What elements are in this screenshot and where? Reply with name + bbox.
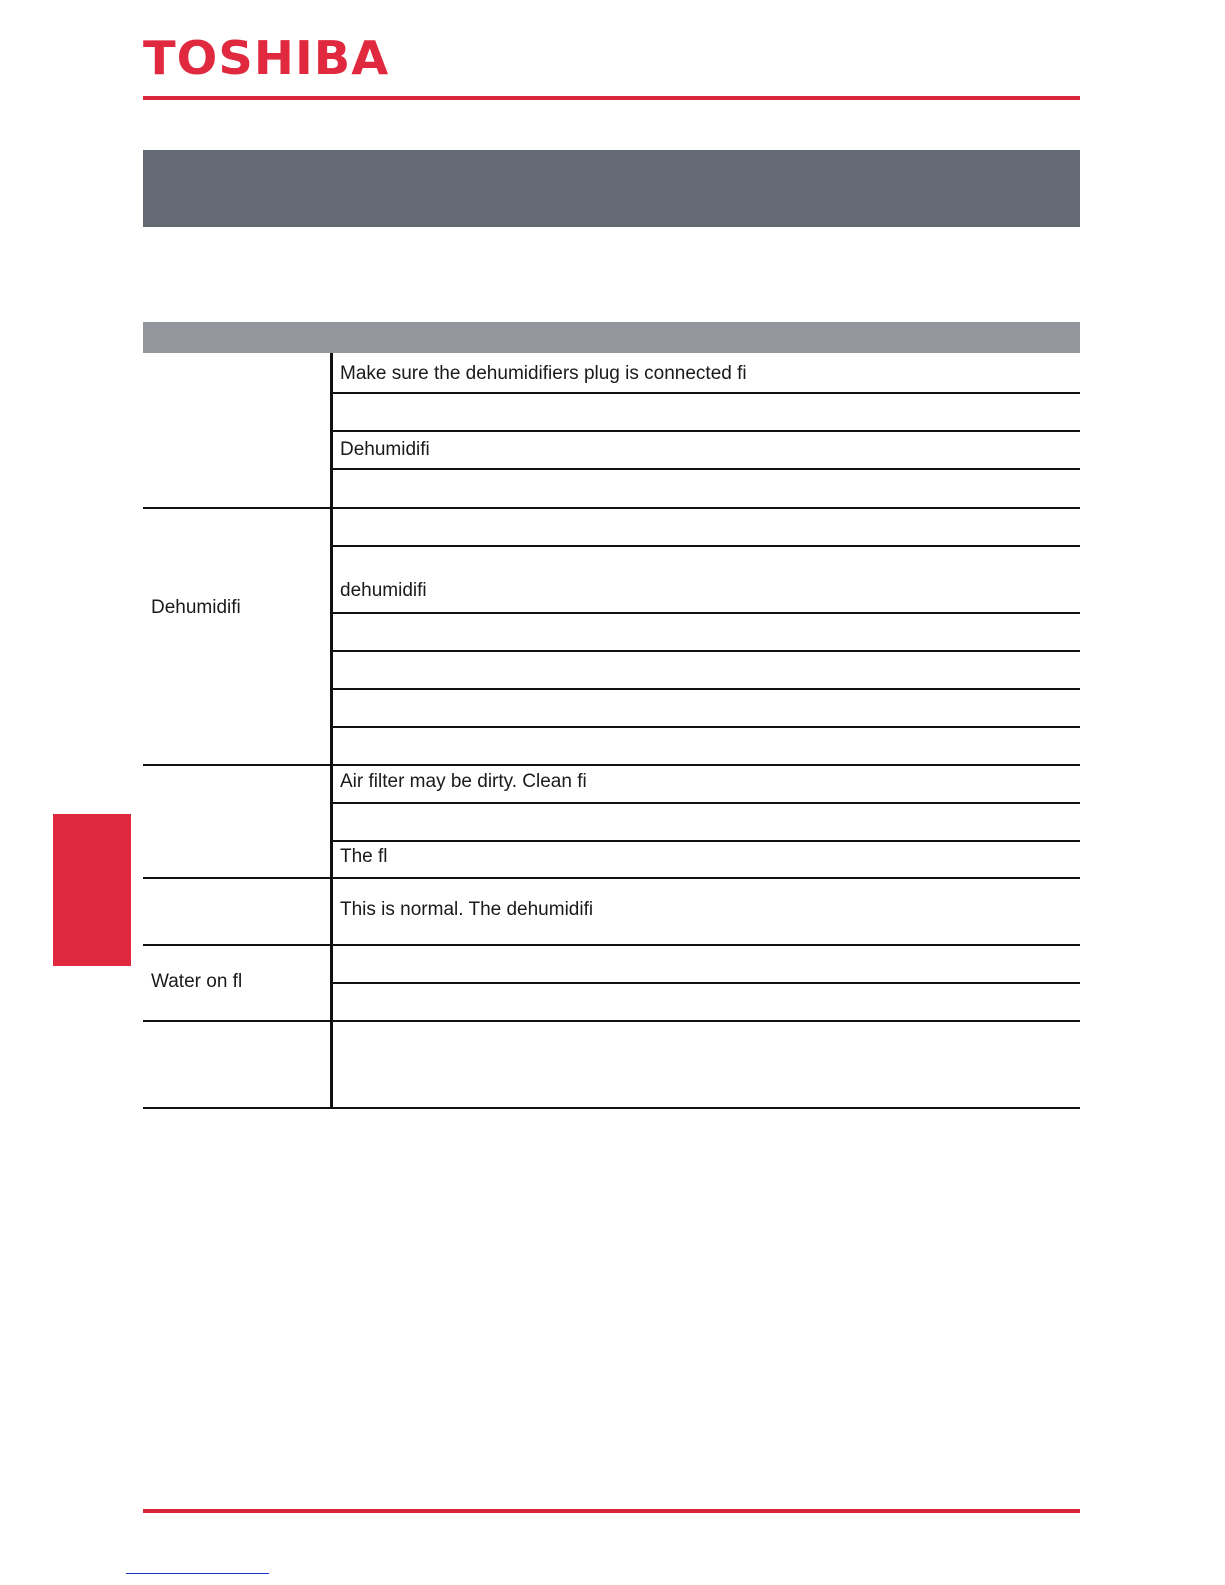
table-subrow-divider — [332, 982, 1080, 984]
table-header-band — [143, 322, 1080, 353]
table-subrow-divider — [332, 392, 1080, 394]
table-subrow-divider — [332, 430, 1080, 432]
solution-cell: Air filter may be dirty. Clean fi — [340, 771, 587, 792]
solution-cell: Make sure the dehumidifiers plug is connected fi — [340, 363, 747, 384]
table-row-divider — [143, 1020, 1080, 1022]
table-subrow-divider — [332, 612, 1080, 614]
table-subrow-divider — [332, 545, 1080, 547]
solution-cell: The fl — [340, 846, 388, 867]
footer-link-underline[interactable] — [126, 1573, 269, 1574]
solution-cell: Dehumidifi — [340, 439, 430, 460]
table-subrow-divider — [332, 802, 1080, 804]
table-subrow-divider — [332, 840, 1080, 842]
table-subrow-divider — [332, 650, 1080, 652]
symptom-cell: Water on fl — [151, 971, 243, 992]
table-subrow-divider — [332, 726, 1080, 728]
table-subrow-divider — [332, 688, 1080, 690]
section-title-band — [143, 150, 1080, 227]
table-column-divider — [330, 353, 333, 1107]
table-row-divider — [143, 877, 1080, 879]
footer-rule — [143, 1509, 1080, 1513]
toshiba-logo: TOSHIBA — [143, 31, 390, 85]
table-row-divider — [143, 764, 1080, 766]
header-rule — [143, 96, 1080, 100]
table-bottom-rule — [143, 1107, 1080, 1109]
symptom-cell: Dehumidifi — [151, 597, 241, 618]
table-row-divider — [143, 507, 1080, 509]
chapter-side-tab — [53, 814, 131, 966]
table-row-divider — [143, 944, 1080, 946]
solution-cell: This is normal. The dehumidifi — [340, 899, 594, 920]
table-subrow-divider — [332, 468, 1080, 470]
solution-cell: dehumidifi — [340, 580, 427, 601]
